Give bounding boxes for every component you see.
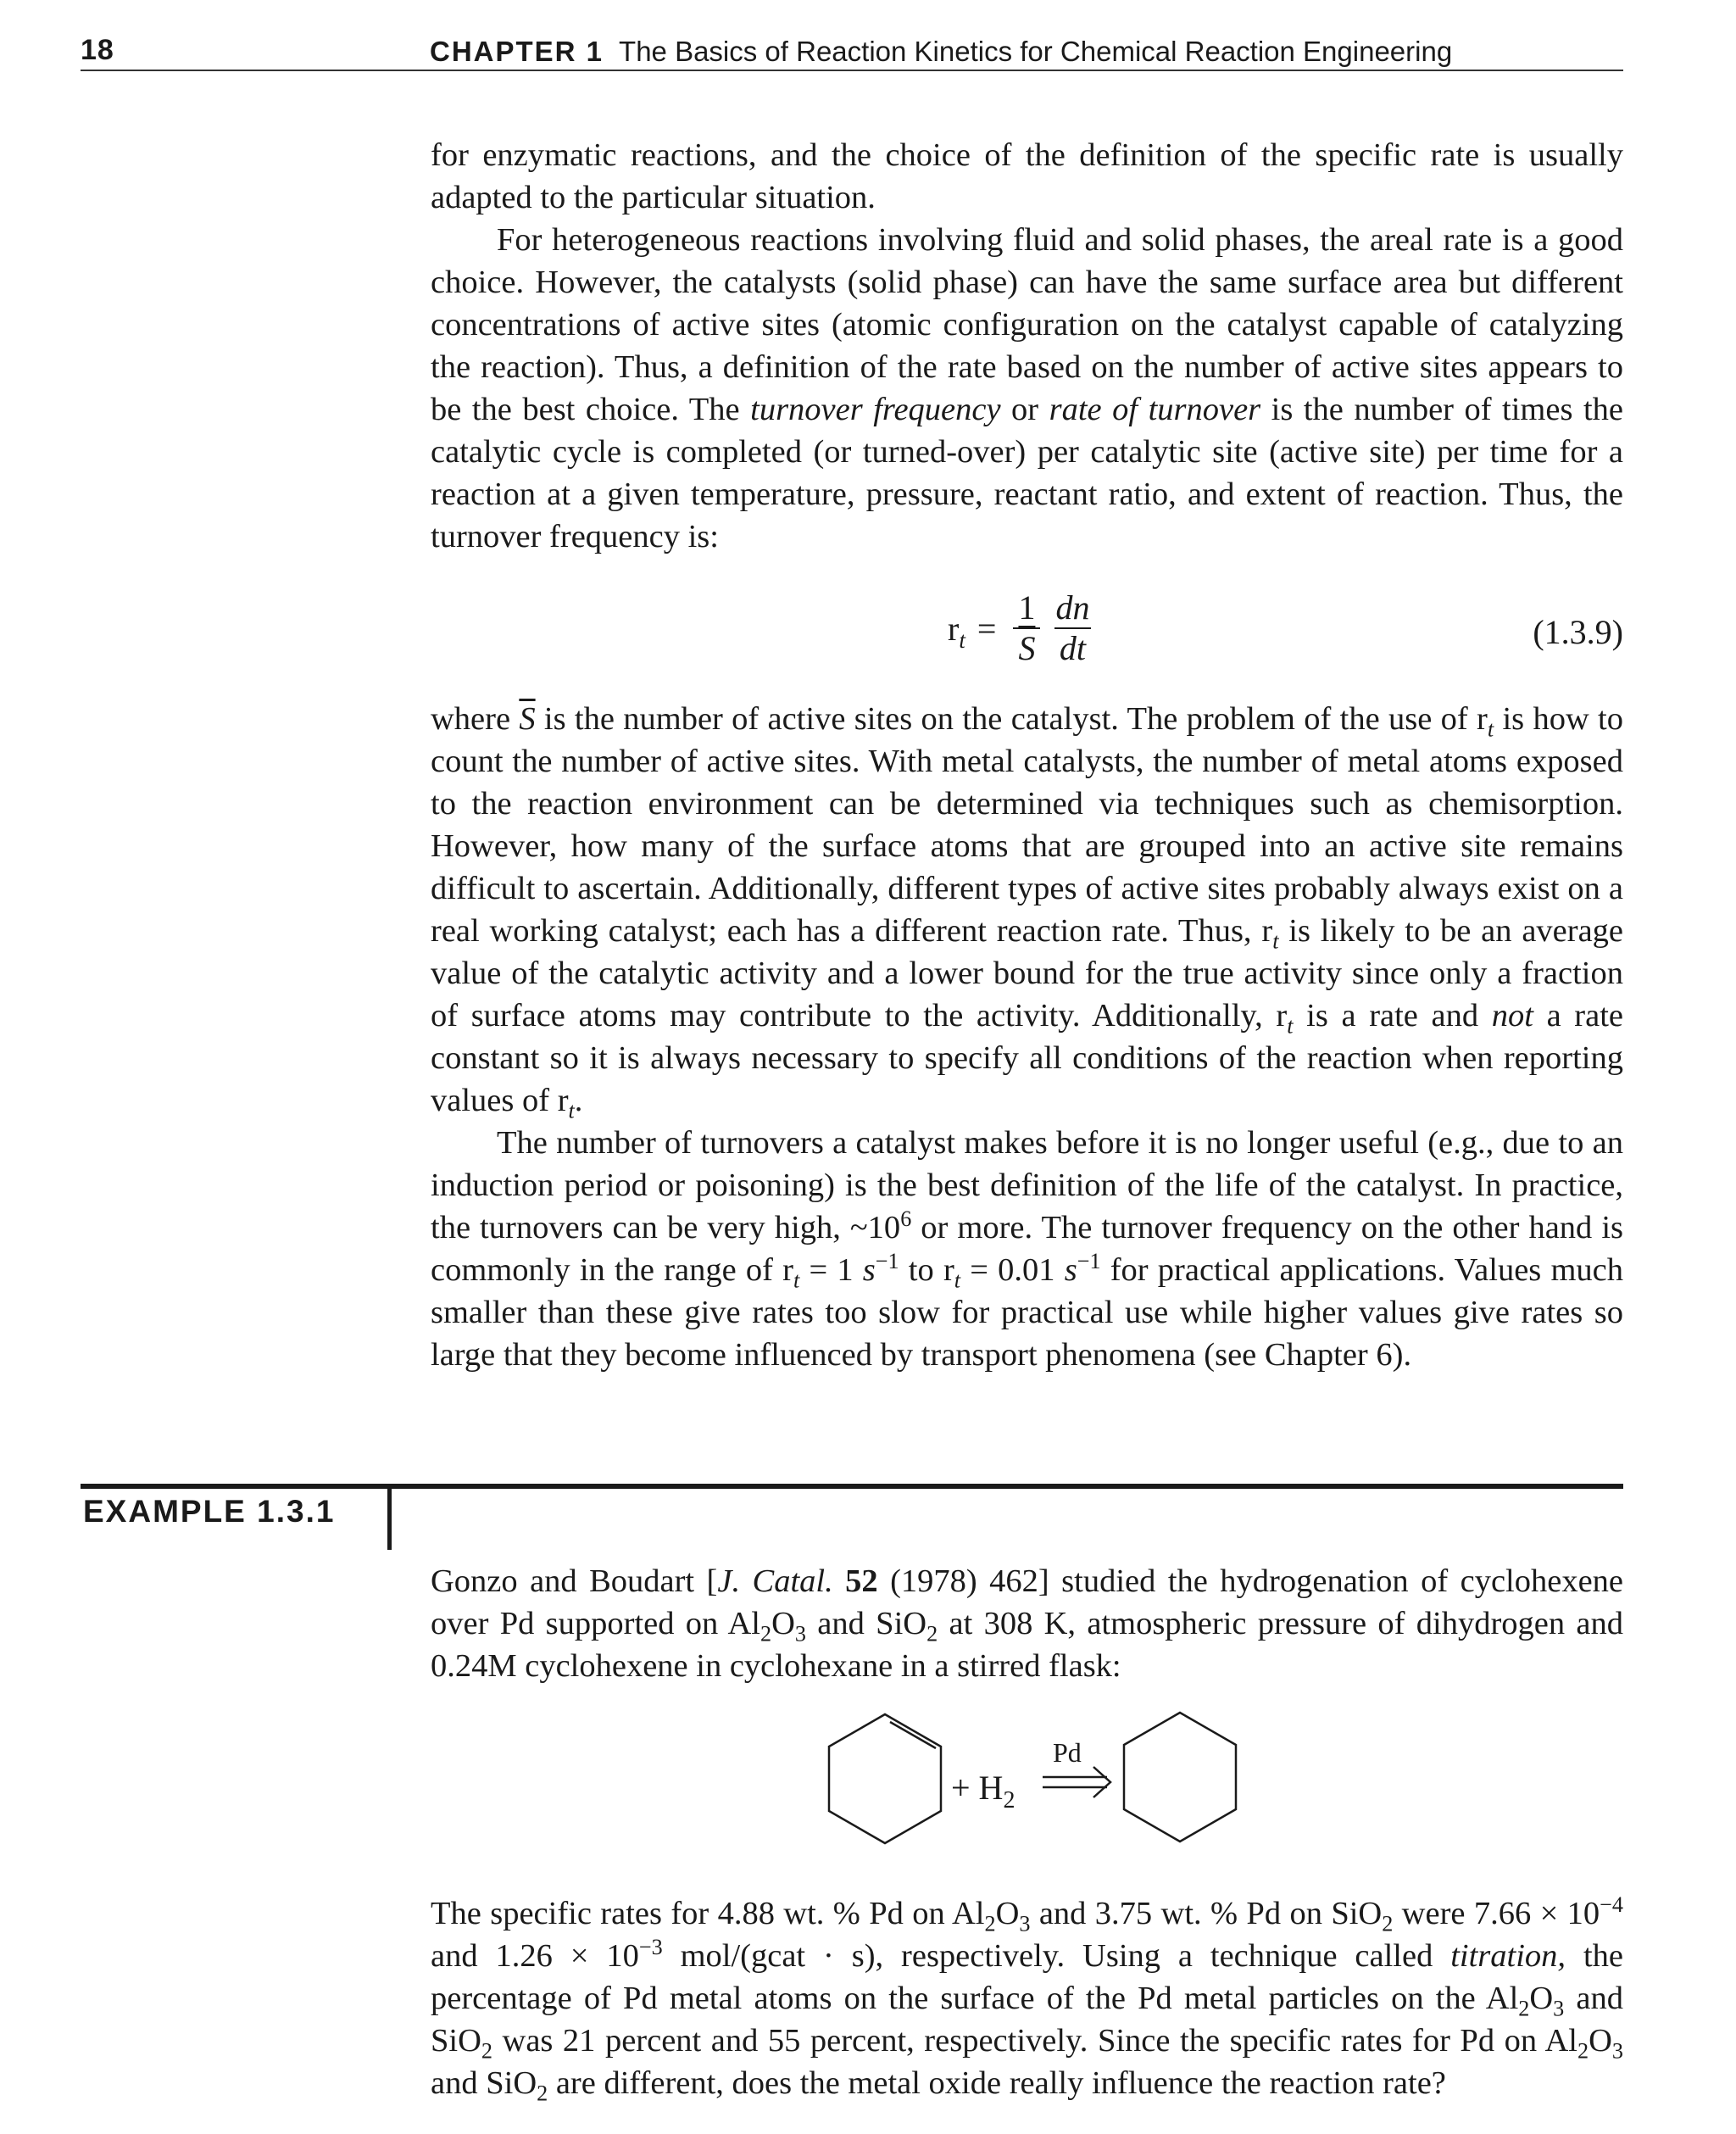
- example-rule: [81, 1484, 1623, 1489]
- example-intro: [431, 1560, 1623, 1687]
- chapter-label: CHAPTER 1: [430, 36, 604, 67]
- eq-equals: =: [976, 609, 997, 648]
- reaction-arrow: [1043, 1767, 1110, 1797]
- term-rate-of-turnover: rate of turnover: [1049, 392, 1261, 427]
- example-body: [431, 1892, 1623, 2104]
- eq-fraction-1: $\frac{1}{S}$: [1013, 588, 1040, 668]
- cyclohexane-structure: [1124, 1713, 1236, 1841]
- body-text-bottom: [431, 698, 1623, 1376]
- paragraph-2: For heterogeneous reactions involving fluid and solid phases, the areal rate is a good choice. However, the catalysts (solid phase) can have the same surface area but different concentrations of active sites (atomic configuration on the catalyst capable of catalyzing the reaction). Thus, a definition of the rate based on the number of active sites appears to be the best choice. The turnover frequency or rate of turnover is the number of times the catalytic cycle is completed (or turned-over) per catalytic site (active site) per time for a reaction at a given temperature, pressure, reactant ratio, and extent of reaction. Thus, the turnover frequency is:: [431, 222, 1623, 554]
- cyclohexene-structure: [829, 1714, 941, 1843]
- paragraph-4: The number of turnovers a catalyst makes before it is no longer useful (e.g., due to an induction period or poisoning) is the best definition of the life of the catalyst. In practice, the turnovers can be very high, $\sim 10^6$ or more. The turnover frequency on the other hand is commonly in the range of $r_t = 1$ $s^{-1}$ to $r_t = 0.01$ $s^{-1}$ for practical applications. Values much smaller than these give rates too slow for practical use while higher values give rates so large that they become influenced by transport phenomena (see Chapter 6).: [431, 1125, 1624, 1373]
- paragraph-1: for enzymatic reactions, and the choice of the definition of the specific rate is usually adapted to the particular situation.: [431, 137, 1623, 215]
- equation-body: [948, 588, 1099, 668]
- running-header: [81, 32, 1623, 71]
- catalyst-label: Pd: [1053, 1737, 1082, 1768]
- reaction-scheme: [814, 1696, 1255, 1865]
- running-head: [430, 36, 1452, 68]
- eq-fraction-2: $\frac{dn}{dt}$: [1055, 588, 1090, 667]
- body-text-top: [431, 134, 1623, 558]
- plus-h2: + $H_2$: [951, 1769, 1015, 1814]
- term-turnover-frequency: turnover frequency: [750, 392, 1001, 427]
- eq-lhs: $r_t$: [948, 609, 965, 653]
- page-number: 18: [81, 34, 114, 66]
- example-vertical-bar: [387, 1484, 392, 1550]
- paragraph-3: where $\overline{S}$ is the number of active sites on the catalyst. The problem of the use of $r_t$ is how to count the number of active sites. With metal catalysts, the number of metal atoms exposed to the reaction environment can be determined via techniques such as chemisorption. However, how many of the surface atoms that are grouped into an active site remains difficult to ascertain. Additionally, different types of active sites probably always exist on a real working catalyst; each has a different reaction rate. Thus, $r_t$ is likely to be an average value of the catalytic activity and a lower bound for the true activity since only a fraction of surface atoms may contribute to the activity. Additionally, $r_t$ is a rate and not a rate constant so it is always necessary to specify all conditions of the reaction when reporting values of $r_t$.: [431, 701, 1623, 1123]
- example-label: EXAMPLE 1.3.1: [83, 1494, 336, 1529]
- example-intro-paragraph: Gonzo and Boudart [J. Catal. 52 (1978) 462] studied the hydrogenation of cyclohexene over Pd supported on $Al_2O_3$ and SiO$_2$ at 308 K, atmospheric pressure of dihydrogen and 0.24M cyclohexene in cyclohexane in a stirred flask:: [431, 1563, 1623, 1684]
- example-body-paragraph: The specific rates for 4.88 wt. % Pd on $Al_2O_3$ and 3.75 wt. % Pd on SiO$_2$ were $7.66 \times 10^{-4}$ and $1.26 \times 10^{-3}$ mol/(gcat · s), respectively. Using a technique called titration, the percentage of Pd metal atoms on the surface of the Pd metal particles on the $Al_2O_3$ and SiO$_2$ was 21 percent and 55 percent, respectively. Since the specific rates for Pd on $Al_2O_3$ and SiO$_2$ are different, does the metal oxide really influence the reaction rate?: [431, 1892, 1624, 2106]
- chapter-title: The Basics of Reaction Kinetics for Chemical Reaction Engineering: [619, 36, 1453, 67]
- equation-number: (1.3.9): [1533, 613, 1623, 651]
- equation-1-3-9: [431, 585, 1623, 678]
